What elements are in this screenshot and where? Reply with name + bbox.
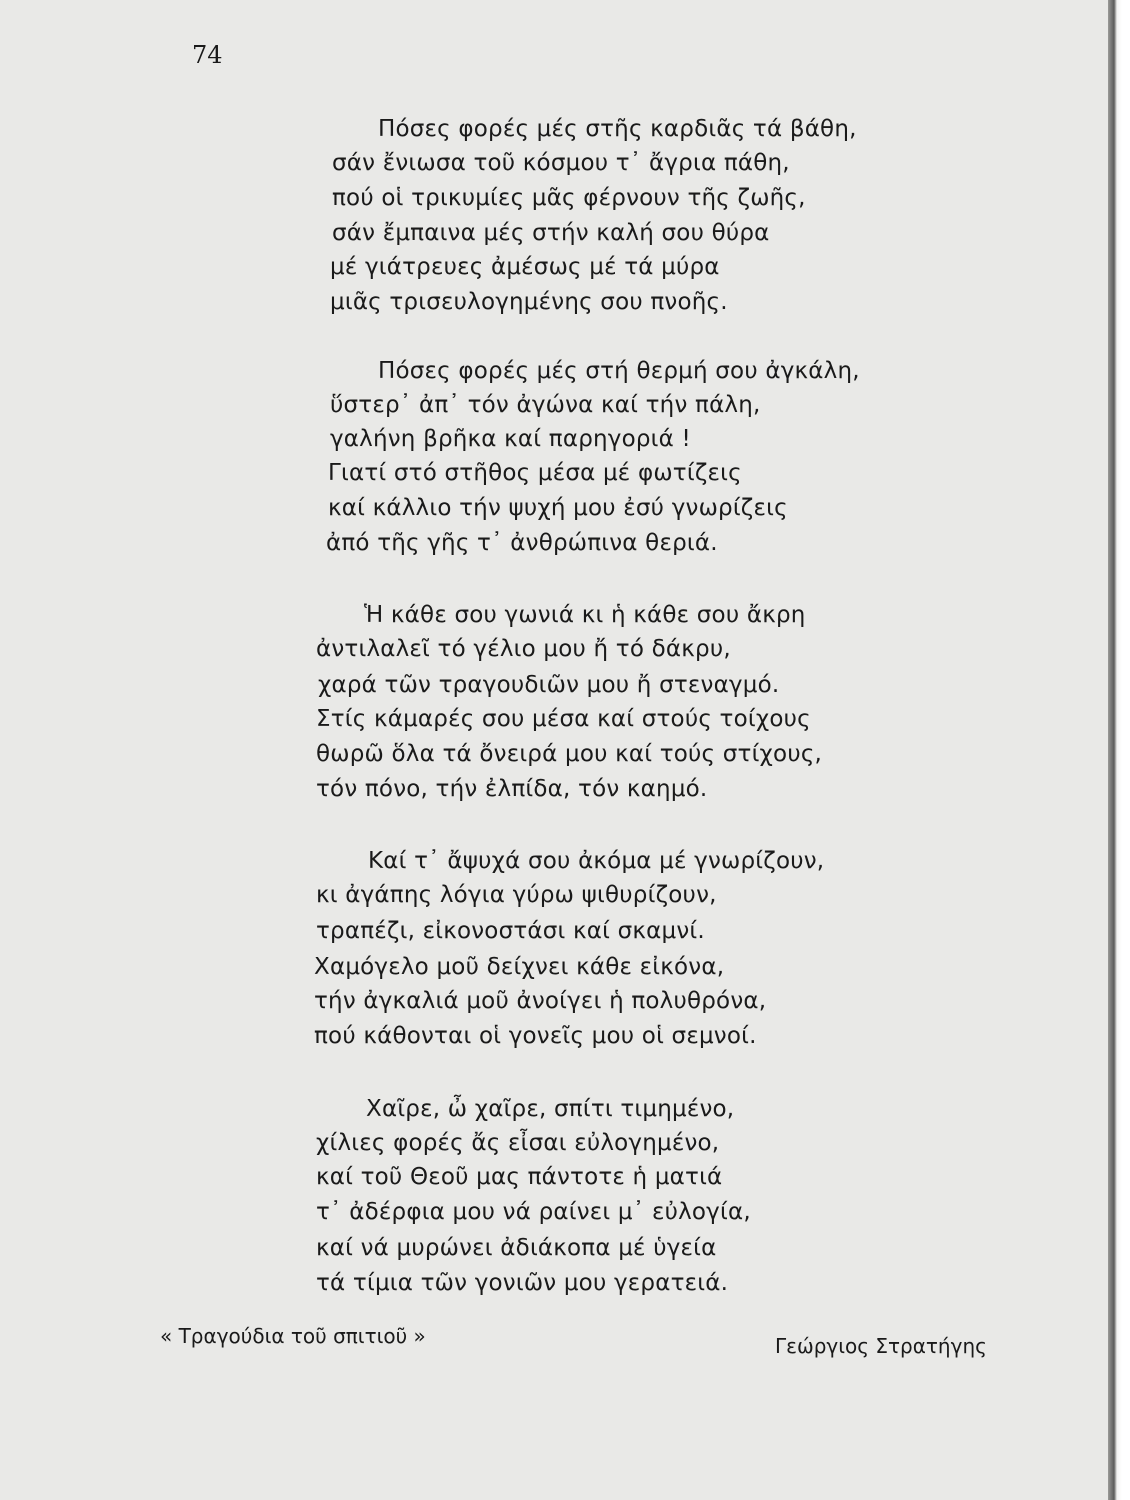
poem-line: τ᾽ ἀδέρφια μου νά ραίνει μ᾽ εὐλογία, [316,1199,751,1225]
page-binding-edge [1108,0,1130,1500]
poem-line: τήν ἀγκαλιά μοῦ ἀνοίγει ἡ πολυθρόνα, [314,988,767,1014]
poem-line: μέ γιάτρευες ἀμέσως μέ τά μύρα [330,254,720,280]
poem-line: τραπέζι, εἰκονοστάσι καί σκαμνί. [316,918,705,944]
poem-line: Ἡ κάθε σου γωνιά κι ἡ κάθε σου ἄκρη [364,602,806,628]
poem-line: Καί τ᾽ ἄψυχά σου ἀκόμα μέ γνωρίζουν, [368,848,825,874]
source-citation: « Τραγούδια τοῦ σπιτιοῦ » [160,1324,426,1348]
poem-line: γαλήνη βρῆκα καί παρηγοριά ! [330,426,691,452]
poem-line: χίλιες φορές ἄς εἶσαι εὐλογημένο, [316,1130,720,1156]
poem-line: κι ἀγάπης λόγια γύρω ψιθυρίζουν, [316,882,717,908]
poem-line: τόν πόνο, τήν ἐλπίδα, τόν καημό. [316,776,708,802]
poem-line: ἀντιλαλεῖ τό γέλιο μου ἤ τό δάκρυ, [316,636,731,662]
poem-line: Χαμόγελο μοῦ δείχνει κάθε εἰκόνα, [314,954,725,980]
poem-line: ὕστερ᾽ ἀπ᾽ τόν ἀγώνα καί τήν πάλη, [330,392,761,418]
poem-line: καί τοῦ Θεοῦ μας πάντοτε ἡ ματιά [316,1164,723,1190]
poem-line: πού κάθονται οἱ γονεῖς μου οἱ σεμνοί. [314,1023,757,1049]
poem-line: ἀπό τῆς γῆς τ᾽ ἀνθρώπινα θεριά. [326,530,718,556]
poem-line: Πόσες φορές μές στῆς καρδιᾶς τά βάθη, [378,116,857,142]
poem-line: Γιατί στό στῆθος μέσα μέ φωτίζεις [328,460,742,486]
poem-line: θωρῶ ὅλα τά ὄνειρά μου καί τούς στίχους, [316,741,823,767]
poem-line: μιᾶς τρισευλογημένης σου πνοῆς. [330,289,728,315]
poem-line: τά τίμια τῶν γονιῶν μου γερατειά. [316,1270,729,1296]
poem-line: καί νά μυρώνει ἀδιάκοπα μέ ὑγεία [316,1235,717,1261]
page-number: 74 [192,41,223,69]
poem-line: Πόσες φορές μές στή θερμή σου ἀγκάλη, [378,358,860,384]
poem-line: σάν ἔμπαινα μές στήν καλή σου θύρα [332,220,770,246]
author-name: Γεώργιος Στρατήγης [775,1334,987,1358]
poem-line: Χαῖρε, ὦ χαῖρε, σπίτι τιμημένο, [366,1096,735,1122]
poem-line: καί κάλλιο τήν ψυχή μου ἐσύ γνωρίζεις [328,495,788,521]
poem-line: πού οἱ τρικυμίες μᾶς φέρνουν τῆς ζωῆς, [332,185,806,211]
poem-line: σάν ἔνιωσα τοῦ κόσμου τ᾽ ἄγρια πάθη, [332,150,790,176]
poem-line: χαρά τῶν τραγουδιῶν μου ἤ στεναγμό. [318,672,780,698]
poem-line: Στίς κάμαρές σου μέσα καί στούς τοίχους [316,706,811,732]
